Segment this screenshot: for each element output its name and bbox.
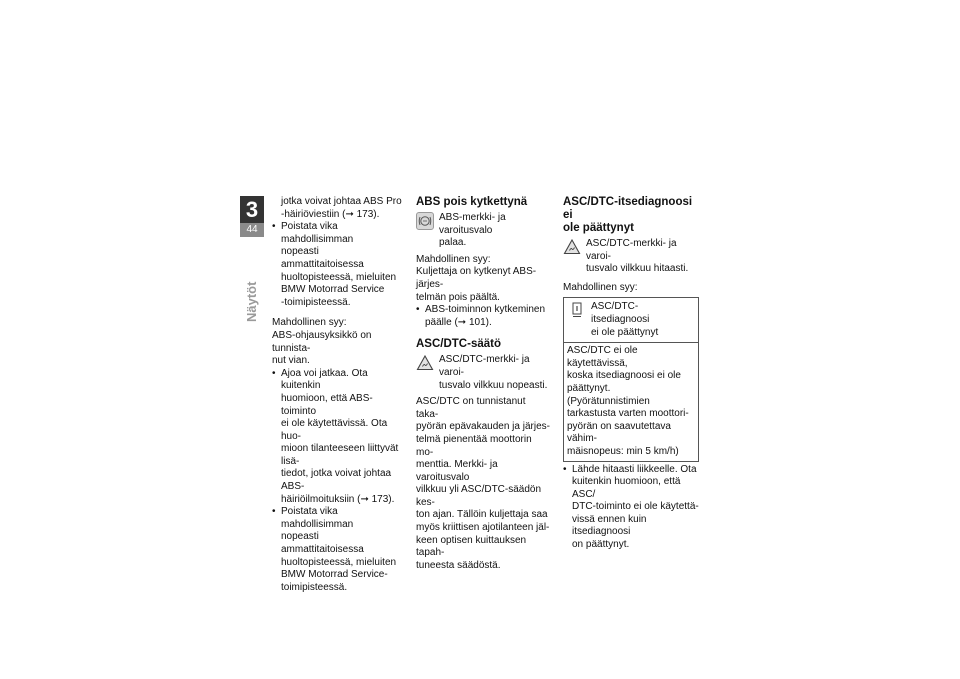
note-box-title: ASC/DTC-itsediagnoosi ei ole päättynyt bbox=[591, 301, 659, 338]
column-2 bbox=[416, 196, 550, 572]
chapter-number: 3 bbox=[240, 196, 264, 223]
heading-asc-dtc-selfdiag: ASC/DTC-itsediagnoosi ei ole päättynyt bbox=[563, 196, 693, 234]
heading-asc-dtc: ASC/DTC-säätö bbox=[416, 338, 501, 351]
heading-abs-off: ABS pois kytkettynä bbox=[416, 196, 528, 208]
asc-dtc-warning-icon bbox=[563, 238, 581, 256]
note-box-header bbox=[564, 298, 698, 343]
icon-text: ASC/DTC-merkki- ja varoi- tusvalo vilkkuu nopeasti. bbox=[439, 354, 548, 391]
body-text: ASC/DTC on tunnistanut taka- pyörän epävakauden ja järjes- telmä pienentää moottorin mo- menttia. Merkki- ja varoitusvalo vilkkuu yli ASC/DTC-säädön kes- ton ajan. Tällöin kuljettaja saa myös kriittisen ajotilanteen jäl- keen optisen kuittauksen tapah- tuneesta säädöstä. bbox=[416, 396, 550, 571]
intro-text: jotka voivat johtaa ABS Pro -häiriöviestiin (➞ 173). bbox=[281, 196, 402, 220]
cause-text: ABS-ohjausyksikkö on tunnista- nut vian. bbox=[272, 329, 372, 367]
cause-label: Mahdollinen syy: bbox=[272, 317, 347, 329]
chapter-tab bbox=[240, 196, 264, 237]
note-info-icon bbox=[568, 301, 586, 319]
icon-text: ABS-merkki- ja varoitusvalo palaa. bbox=[439, 212, 506, 249]
note-box bbox=[563, 297, 699, 461]
icon-row bbox=[416, 212, 550, 250]
bullet-item: • ABS-toiminnon kytkeminen päälle (➞ 101). bbox=[416, 304, 550, 329]
bullet-item: • Lähde hitaasti liikkeelle. Ota kuitenkin huomioon, että ASC/ DTC-toiminto ei ole käytettä- vissä ennen kuin itsediagnoosi on päättynyt. bbox=[563, 464, 699, 552]
bullet-item: • Poistata vika mahdollisimman nopeasti ammattitaitoisessa huoltopisteessä, mieluiten BMW Motorrad Service -toimipisteessä. bbox=[272, 221, 402, 309]
icon-row bbox=[563, 238, 699, 276]
cause-label: Mahdollinen syy: bbox=[563, 281, 638, 293]
asc-dtc-warning-icon bbox=[416, 354, 434, 372]
bullet-item: • Ajoa voi jatkaa. Ota kuitenkin huomioon, että ABS-toiminto ei ole käytettävissä. Ota huo- mioon tilanteeseen liittyvät lisä- tiedot, jotka voivat johtaa ABS- häiriöilmoituksiin (➞ 173). bbox=[272, 368, 402, 507]
cause-text: Kuljettaja on kytkenyt ABS-järjes- telmän pois päältä. bbox=[416, 266, 537, 303]
abs-warning-icon bbox=[416, 212, 434, 230]
column-3 bbox=[563, 196, 699, 552]
cause-label: Mahdollinen syy: bbox=[416, 253, 491, 265]
column-1 bbox=[272, 196, 402, 594]
icon-row bbox=[416, 354, 550, 392]
section-title: Näytöt bbox=[244, 281, 259, 322]
page-number: 44 bbox=[240, 223, 264, 237]
note-box-body: ASC/DTC ei ole käytettävissä, koska itsediagnoosi ei ole päättynyt. (Pyörätunnistimien tarkastusta varten moottori- pyörän on saavutettava vähim- mäisnopeus: min 5 km/h) bbox=[567, 345, 689, 457]
bullet-item: • Poistata vika mahdollisimman nopeasti ammattitaitoisessa huoltopisteessä, mieluiten BMW Motorrad Service- toimipisteessä. bbox=[272, 506, 402, 594]
icon-text: ASC/DTC-merkki- ja varoi- tusvalo vilkkuu hitaasti. bbox=[586, 238, 689, 275]
